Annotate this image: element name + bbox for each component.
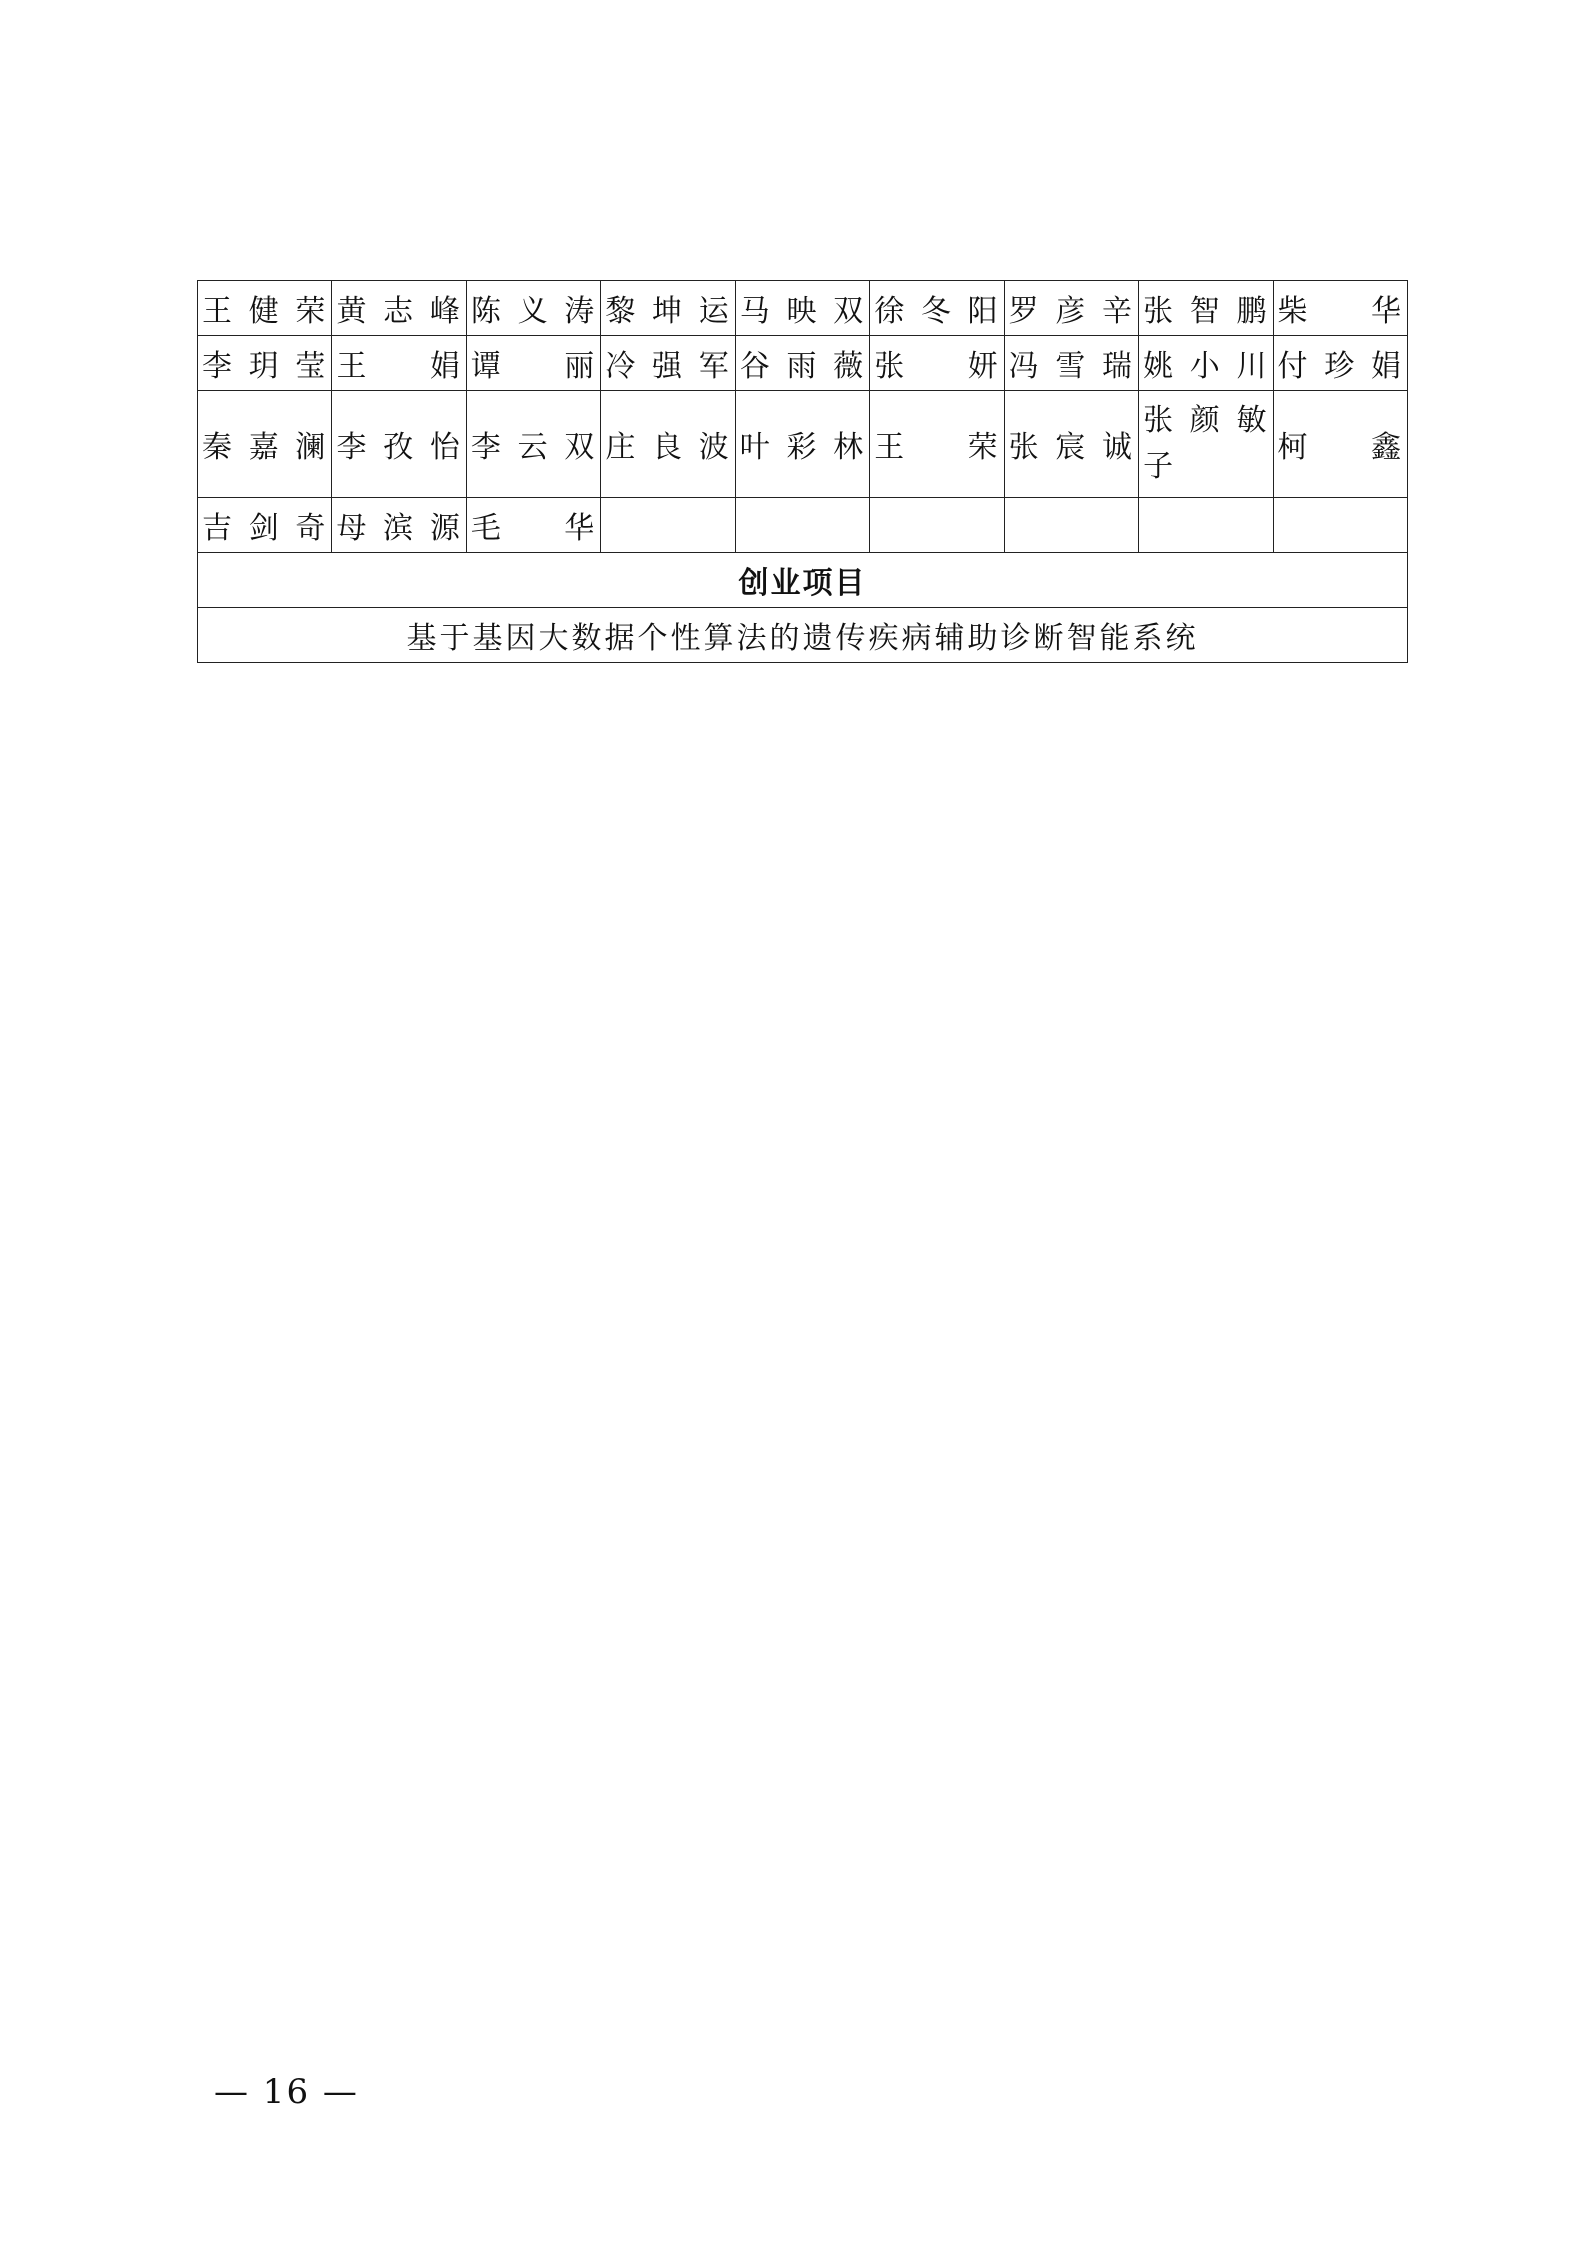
name-cell: 柴 华 [1273,281,1408,336]
name-cell: 谭 丽 [466,336,600,391]
name-cell: 李玥莹 [198,336,332,391]
project-row [198,608,1408,663]
name-cell: 罗彦辛 [1004,281,1138,336]
name-cell: 王健荣 [198,281,332,336]
name-cell: 徐冬阳 [870,281,1004,336]
name-cell: 叶彩林 [735,391,869,498]
table-row [198,498,1408,553]
name-cell: 姚小川 [1139,336,1273,391]
section-heading: 创业项目 [198,553,1408,608]
name-cell: 母滨源 [332,498,466,553]
name-cell: 毛 华 [466,498,600,553]
name-cell: 张智鹏 [1139,281,1273,336]
name-cell: 张宸诚 [1004,391,1138,498]
empty-cell [1139,498,1273,553]
page-number: — 16 — [214,2072,359,2112]
name-cell: 黎坤运 [601,281,735,336]
table-row [198,281,1408,336]
empty-cell [735,498,869,553]
name-cell: 黄志峰 [332,281,466,336]
name-cell: 马映双 [735,281,869,336]
name-cell: 冯雪瑞 [1004,336,1138,391]
name-cell: 陈义涛 [466,281,600,336]
empty-cell [601,498,735,553]
name-cell: 谷雨薇 [735,336,869,391]
name-cell: 柯 鑫 [1273,391,1408,498]
name-cell: 张颜敏子 [1139,391,1273,498]
name-cell: 庄良波 [601,391,735,498]
name-cell: 王 荣 [870,391,1004,498]
name-cell: 秦嘉澜 [198,391,332,498]
name-cell: 李孜怡 [332,391,466,498]
table-row [198,391,1408,498]
name-cell: 吉剑奇 [198,498,332,553]
name-cell: 李云双 [466,391,600,498]
empty-cell [870,498,1004,553]
name-cell: 冷强军 [601,336,735,391]
name-cell: 王 娟 [332,336,466,391]
name-cell: 张 妍 [870,336,1004,391]
project-title: 基于基因大数据个性算法的遗传疾病辅助诊断智能系统 [198,608,1408,663]
empty-cell [1004,498,1138,553]
empty-cell [1273,498,1408,553]
table-row [198,336,1408,391]
name-cell: 付珍娟 [1273,336,1408,391]
section-heading-row [198,553,1408,608]
member-table [197,280,1408,663]
